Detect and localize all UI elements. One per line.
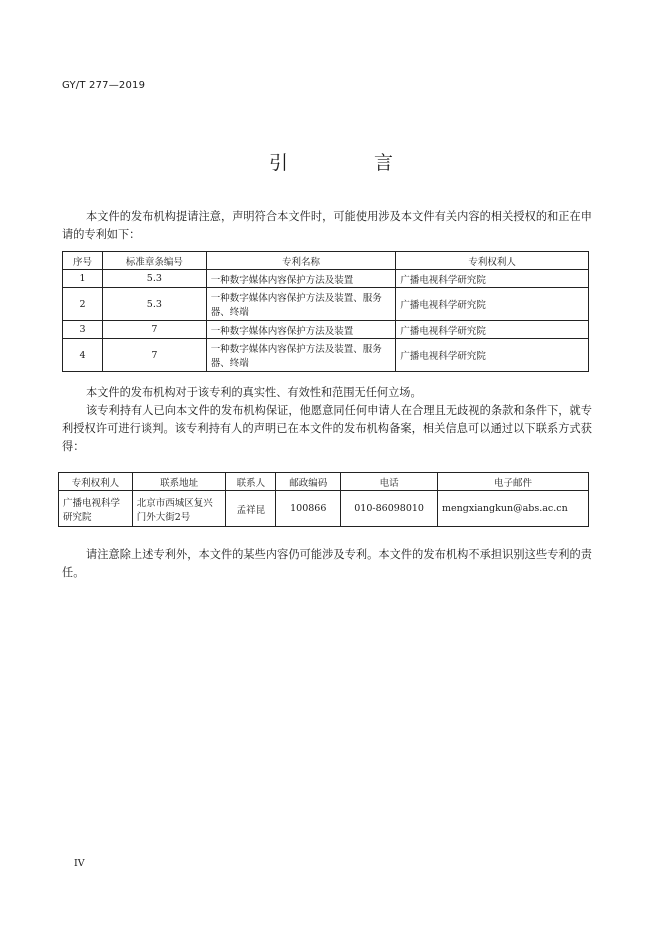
- patent-name: 一种数字媒体内容保护方法及装置、服务器、终端: [206, 339, 396, 372]
- row-number: 2: [63, 288, 103, 321]
- patent-name: 一种数字媒体内容保护方法及装置: [206, 270, 396, 288]
- patent-name: 一种数字媒体内容保护方法及装置、服务器、终端: [206, 288, 396, 321]
- table-row: [63, 321, 589, 339]
- paragraph-2: 本文件的发布机构对于该专利的真实性、有效性和范围无任何立场。: [86, 386, 422, 399]
- page-number: IV: [74, 858, 85, 869]
- intro-paragraph: 本文件的发布机构提请注意，声明符合本文件时，可能使用涉及本文件有关内容的相关授权的和正在申请的专利如下：: [62, 210, 592, 241]
- page-title: 引 言: [268, 152, 434, 174]
- patent-holder: 广播电视科学研究院: [396, 339, 589, 372]
- clause-number: 5.3: [102, 288, 206, 321]
- table-row: [59, 491, 589, 527]
- contact-table-header-row: [59, 473, 589, 491]
- patent-header-cell: 专利权利人: [396, 252, 589, 270]
- table-row: [63, 270, 589, 288]
- contact-phone: 010-86098010: [341, 491, 438, 527]
- contact-header-cell: 联系地址: [132, 473, 226, 491]
- patent-holder: 广播电视科学研究院: [396, 288, 589, 321]
- paragraph-3: 该专利持有人已向本文件的发布机构保证，他愿意同任何申请人在合理且无歧视的条款和条件下，就专利授权许可进行谈判。该专利持有人的声明已在本文件的发布机构备案，相关信息可以通过以下联系方式获得：: [62, 404, 592, 453]
- patent-table: [62, 251, 589, 372]
- clause-number: 5.3: [102, 270, 206, 288]
- patent-table-header-row: [63, 252, 589, 270]
- contact-header-cell: 专利权利人: [59, 473, 133, 491]
- standard-code: GY/T 277—2019: [62, 80, 146, 91]
- patent-header-cell: 标准章条编号: [102, 252, 206, 270]
- contact-address: 北京市西城区复兴门外大街2号: [132, 491, 226, 527]
- patent-header-cell: 专利名称: [206, 252, 396, 270]
- contact-postcode: 100866: [276, 491, 341, 527]
- table-row: [63, 339, 589, 372]
- patent-name: 一种数字媒体内容保护方法及装置: [206, 321, 396, 339]
- contact-holder: 广播电视科学研究院: [59, 491, 133, 527]
- row-number: 1: [63, 270, 103, 288]
- contact-table: [58, 472, 589, 527]
- paragraph-4: 请注意除上述专利外，本文件的某些内容仍可能涉及专利。本文件的发布机构不承担识别这些专利的责任。: [62, 548, 592, 579]
- row-number: 3: [63, 321, 103, 339]
- row-number: 4: [63, 339, 103, 372]
- contact-header-cell: 电子邮件: [438, 473, 589, 491]
- patent-header-cell: 序号: [63, 252, 103, 270]
- contact-email: mengxiangkun@abs.ac.cn: [438, 491, 589, 527]
- table-row: [63, 288, 589, 321]
- patent-holder: 广播电视科学研究院: [396, 270, 589, 288]
- contact-header-cell: 邮政编码: [276, 473, 341, 491]
- contact-header-cell: 电话: [341, 473, 438, 491]
- contact-header-cell: 联系人: [226, 473, 276, 491]
- patent-holder: 广播电视科学研究院: [396, 321, 589, 339]
- clause-number: 7: [102, 321, 206, 339]
- clause-number: 7: [102, 339, 206, 372]
- contact-person: 孟祥昆: [226, 491, 276, 527]
